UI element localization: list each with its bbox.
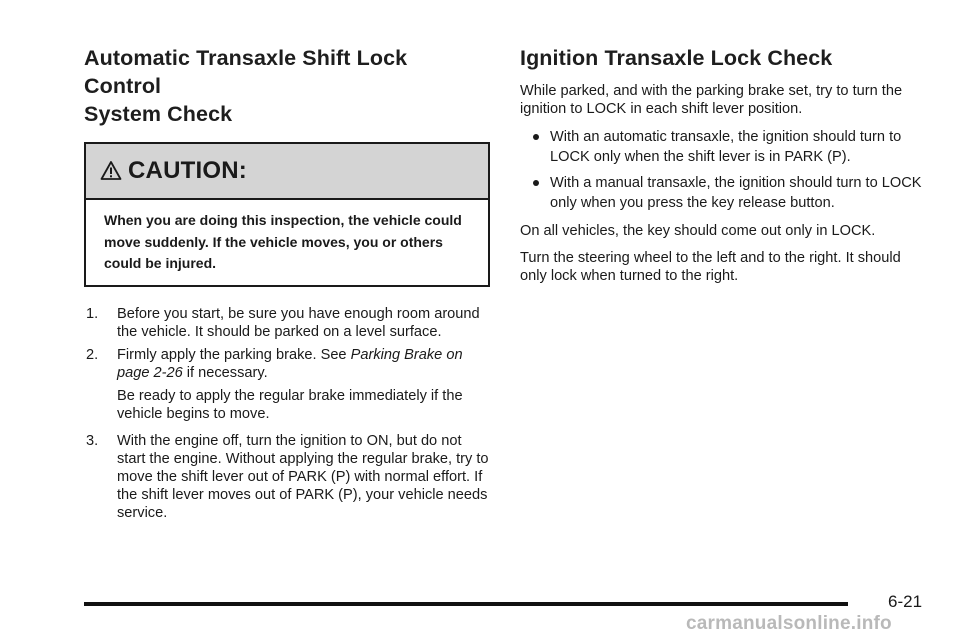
right-column: [520, 44, 930, 294]
bullet-icon: [533, 134, 539, 140]
list-item: [520, 173, 930, 213]
caution-text: When you are doing this inspection, the vehicle could move suddenly. If the vehicle moves, you or others could be injured.: [104, 212, 462, 271]
section-title-ignition-lock: Ignition Transaxle Lock Check: [520, 46, 833, 70]
page-number: 6-21: [888, 592, 923, 611]
step-text: Before you start, be sure you have enough room around the vehicle. It should be parked on a level surface.: [117, 305, 480, 340]
step2-note: Be ready to apply the regular brake immediately if the vehicle begins to move.: [117, 387, 463, 422]
step-text: With the engine off, turn the ignition to ON, but do not start the engine. Without applying the regular brake, try to move the shift lever out of PARK (P) with normal effort. If the shift lever moves out of PARK (P), your vehicle needs service.: [117, 432, 489, 521]
parking-brake-link[interactable]: Parking Brake on page 2-26: [117, 346, 463, 381]
caution-icon: [100, 160, 122, 182]
step-number: 3.: [86, 432, 99, 449]
list-item: [84, 346, 490, 382]
paragraph-key: On all vehicles, the key should come out only in LOCK.: [520, 223, 876, 239]
left-column: [84, 44, 490, 527]
step-number: 2.: [86, 346, 99, 363]
list-item: [84, 305, 490, 341]
caution-title: CAUTION:: [128, 157, 247, 184]
steps-list-cont: [84, 432, 490, 522]
list-item: [520, 127, 930, 167]
list-item: [84, 432, 490, 522]
paragraph-steering: Turn the steering wheel to the left and to the right. It should only lock when turned to the right.: [520, 250, 901, 284]
caution-header: [86, 144, 488, 200]
caution-box: [84, 142, 490, 287]
footer-rule: [84, 602, 848, 606]
bullet-text: With a manual transaxle, the ignition should turn to LOCK only when you press the key release button.: [550, 175, 922, 211]
bullet-list: [520, 127, 930, 213]
intro-paragraph: While parked, and with the parking brake set, try to turn the ignition to LOCK in each shift lever position.: [520, 83, 903, 117]
bullet-icon: [533, 180, 539, 186]
step-text: Firmly apply the parking brake. See: [117, 346, 351, 363]
steps-list: [84, 305, 490, 382]
bullet-text: With an automatic transaxle, the ignition should turn to LOCK only when the shift lever is in PARK (P).: [550, 129, 902, 165]
step-number: 1.: [86, 305, 99, 322]
step-text-after: if necessary.: [182, 364, 268, 381]
watermark: carmanualsonline.info: [686, 613, 892, 634]
section-title-shift-lock: Automatic Transaxle Shift Lock Control System Check: [84, 46, 408, 126]
